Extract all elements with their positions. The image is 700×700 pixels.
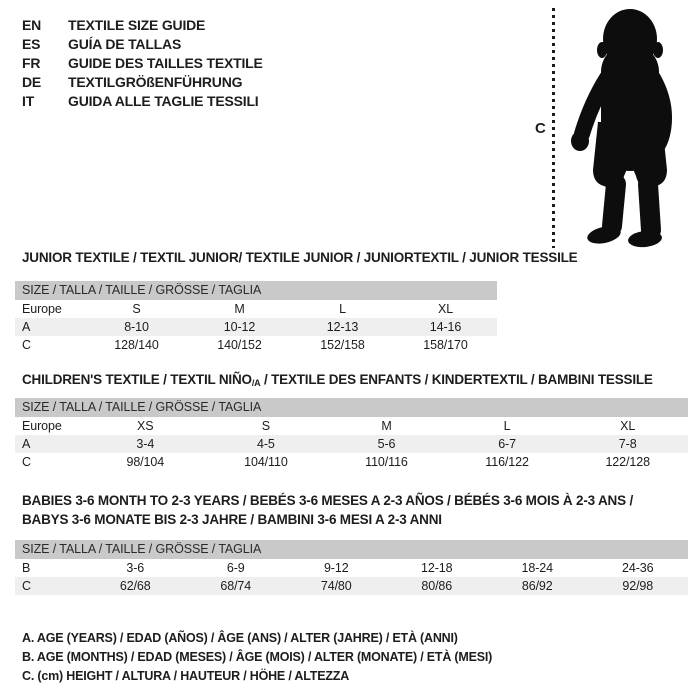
children-table-title (22, 372, 653, 388)
row-label: C (22, 455, 31, 469)
table-cell: 92/98 (622, 579, 654, 593)
table-cell: 10-12 (223, 320, 256, 334)
language-code: EN (22, 17, 42, 33)
junior-table-title: JUNIOR TEXTILE / TEXTIL JUNIOR/ TEXTILE JUNIOR / JUNIORTEXTIL / JUNIOR TESSILE (22, 250, 578, 265)
table-cell: 110/116 (365, 455, 408, 469)
junior-table (15, 281, 497, 354)
table-cell: 104/110 (244, 455, 288, 469)
table-cell: XL (620, 419, 636, 433)
footnote-c: C. (cm) HEIGHT / ALTURA / HAUTEUR / HÖHE / ALTEZZA (22, 669, 350, 683)
language-row (22, 92, 263, 111)
table-cell: 3-6 (126, 561, 145, 575)
babies-table (15, 540, 688, 595)
table-cell: L (503, 419, 511, 433)
table-cell: 74/80 (320, 579, 352, 593)
table-cell: 18-24 (521, 561, 553, 575)
table-cell: S (132, 302, 141, 316)
babies-title-line2: BABYS 3-6 MONATE BIS 2-3 JAHRE / BAMBINI 3-6 MESI A 2-3 ANNI (22, 511, 442, 527)
table-row (15, 453, 688, 471)
table-cell: 152/158 (320, 338, 365, 352)
table-cell: XL (437, 302, 454, 316)
table-row (15, 577, 688, 595)
table-cell: 24-36 (622, 561, 654, 575)
table-row (15, 300, 497, 318)
row-label: A (22, 437, 31, 451)
table-cell: 6-9 (226, 561, 245, 575)
babies-title-line1: BABIES 3-6 MONTH TO 2-3 YEARS / BEBÉS 3-6 MESES A 2-3 AÑOS / BÉBÉS 3-6 MOIS À 2-3 ANS / (22, 493, 633, 508)
language-label: GUIDE DES TAILLES TEXTILE (68, 55, 263, 71)
language-label: TEXTILE SIZE GUIDE (68, 17, 206, 33)
table-cell: L (339, 302, 346, 316)
table-cell: 8-10 (124, 320, 149, 334)
table-cell: 6-7 (498, 437, 516, 451)
toddler-silhouette-icon (560, 4, 700, 250)
table-cell: 128/140 (114, 338, 159, 352)
table-cell: 122/128 (605, 455, 650, 469)
table-cell: 62/68 (119, 579, 151, 593)
table-cell: 5-6 (377, 437, 396, 451)
language-code: ES (22, 36, 41, 52)
language-label: GUIDA ALLE TAGLIE TESSILI (68, 93, 259, 109)
row-label: C (22, 579, 31, 593)
row-label: C (22, 338, 31, 352)
size-header-bar: SIZE / TALLA / TAILLE / GRÖSSE / TAGLIA (15, 398, 688, 417)
table-cell: XS (137, 419, 154, 433)
language-row (22, 35, 263, 54)
language-code: FR (22, 55, 41, 71)
table-cell: M (234, 302, 245, 316)
children-title-sub: /A (251, 378, 261, 388)
children-title-pre: CHILDREN'S TEXTILE / TEXTIL NIÑO (22, 372, 252, 387)
children-table (15, 398, 688, 471)
height-measure-line (552, 8, 555, 248)
footnote-b: B. AGE (MONTHS) / EDAD (MESES) / ÂGE (MOIS) / ALTER (MONATE) / ETÀ (MESI) (22, 650, 493, 664)
table-row (15, 559, 688, 577)
footnote-a: A. AGE (YEARS) / EDAD (AÑOS) / ÂGE (ANS) / ALTER (JAHRE) / ETÀ (ANNI) (22, 631, 458, 645)
table-cell: 12-13 (326, 320, 359, 334)
table-cell: 12-18 (421, 561, 453, 575)
row-label: B (22, 561, 31, 575)
table-cell: 7-8 (618, 437, 637, 451)
language-list (22, 16, 263, 111)
language-row (22, 54, 263, 73)
table-cell: M (381, 419, 392, 433)
babies-table-title (22, 492, 633, 529)
table-cell: 158/170 (423, 338, 468, 352)
language-row (22, 16, 263, 35)
language-code: IT (22, 93, 35, 109)
table-cell: 68/74 (220, 579, 252, 593)
height-measure-label: C (535, 120, 546, 137)
table-cell: 80/86 (421, 579, 453, 593)
table-row (15, 417, 688, 435)
table-row (15, 435, 688, 453)
table-cell: 3-4 (136, 437, 155, 451)
table-cell: 14-16 (429, 320, 462, 334)
children-title-post: / TEXTILE DES ENFANTS / KINDERTEXTIL / BAMBINI TESSILE (260, 372, 653, 387)
size-header-bar: SIZE / TALLA / TAILLE / GRÖSSE / TAGLIA (15, 540, 688, 559)
table-cell: 116/122 (485, 455, 529, 469)
row-label: Europe (22, 419, 62, 433)
table-cell: 140/152 (217, 338, 262, 352)
footnotes (22, 629, 492, 686)
language-row (22, 73, 263, 92)
table-cell: S (261, 419, 271, 433)
table-cell: 4-5 (257, 437, 275, 451)
table-cell: 98/104 (126, 455, 165, 469)
table-cell: 86/92 (521, 579, 553, 593)
language-code: DE (22, 74, 42, 90)
table-cell: 9-12 (323, 561, 349, 575)
table-row (15, 318, 497, 336)
language-label: GUÍA DE TALLAS (68, 36, 182, 52)
row-label: A (22, 320, 31, 334)
size-header-bar: SIZE / TALLA / TAILLE / GRÖSSE / TAGLIA (15, 281, 497, 300)
row-label: Europe (22, 302, 62, 316)
table-row (15, 336, 497, 354)
language-label: TEXTILGRÖßENFÜHRUNG (68, 74, 243, 90)
